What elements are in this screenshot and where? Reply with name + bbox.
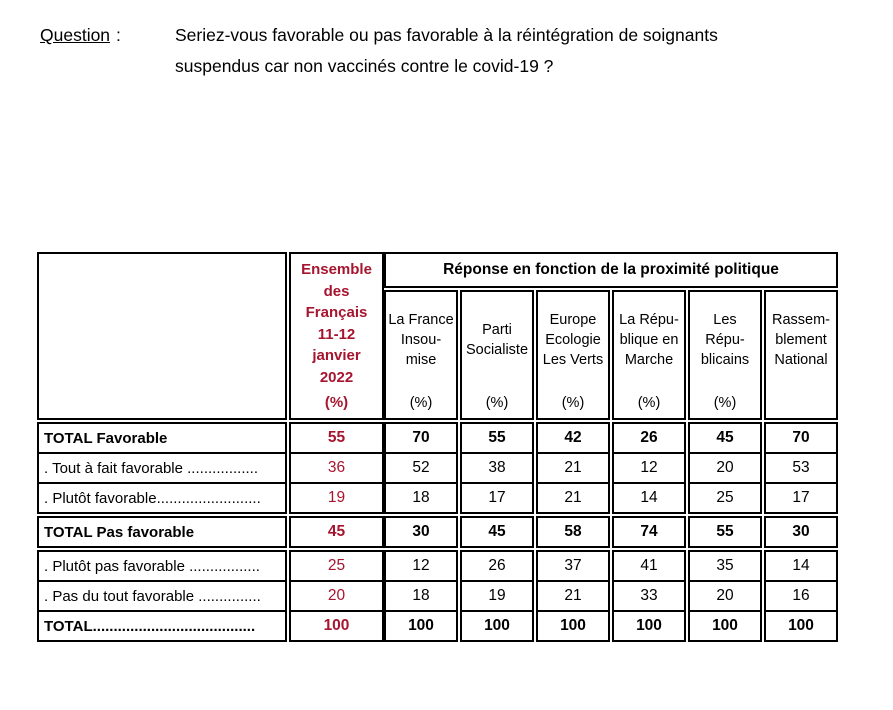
party-name-line: Marche	[624, 352, 674, 368]
party-value: 100	[788, 617, 814, 634]
party-value: 16	[766, 582, 836, 612]
party-value: 55	[716, 523, 734, 540]
party-value: 100	[408, 617, 434, 634]
ensemble-header-line: Français	[305, 304, 368, 321]
party-name-line: Les	[713, 312, 737, 328]
party-favorable-group	[688, 422, 762, 514]
party-column-rn	[764, 290, 838, 642]
party-name	[690, 292, 760, 388]
party-value: 21	[538, 582, 608, 612]
ensemble-header-cell	[289, 252, 384, 420]
party-value: 70	[386, 424, 456, 454]
party-name-line: La Répu-	[619, 312, 679, 328]
row-label: . Pas du tout favorable ...............	[39, 582, 285, 612]
party-value: 52	[386, 454, 456, 484]
party-column-eelv	[536, 290, 610, 642]
party-bottom-group	[612, 550, 686, 642]
party-bottom-group	[460, 550, 534, 642]
question-block	[40, 20, 718, 82]
party-value: 25	[716, 489, 734, 506]
party-value: 42	[538, 424, 608, 454]
favorable-group-labels	[37, 422, 287, 514]
party-value: 45	[690, 424, 760, 454]
party-value: 17	[792, 489, 810, 506]
party-value: 14	[640, 489, 658, 506]
ensemble-column	[289, 252, 384, 642]
row-label: TOTAL Pas favorable	[44, 523, 195, 541]
party-name-line: National	[774, 352, 828, 368]
party-value: 12	[614, 454, 684, 484]
party-pas-favorable-total	[460, 516, 534, 548]
party-name-line: Ecologie	[545, 332, 601, 348]
bottom-group-labels	[37, 550, 287, 642]
party-value: 26	[462, 552, 532, 582]
ensemble-value: 45	[327, 523, 346, 540]
party-column-lrem	[612, 290, 686, 642]
party-value: 21	[564, 489, 582, 506]
ensemble-header-title	[301, 254, 372, 388]
party-pas-favorable-total	[764, 516, 838, 548]
party-value: 100	[636, 617, 662, 634]
party-name-line: Répu-	[705, 332, 745, 348]
ensemble-header-line: 2022	[319, 368, 354, 386]
party-pas-favorable-total	[536, 516, 610, 548]
party-value: 21	[538, 454, 608, 484]
question-text	[175, 20, 718, 82]
party-value: 74	[640, 523, 658, 540]
row-label: . Tout à fait favorable .................	[39, 454, 285, 484]
percent-unit-label: (%)	[713, 395, 737, 411]
labels-column	[37, 252, 287, 642]
party-value: 100	[712, 617, 738, 634]
party-favorable-group	[536, 422, 610, 514]
question-text-line: Seriez-vous favorable ou pas favorable à la réintégration de soignants	[175, 25, 718, 45]
party-name-line: La France	[388, 312, 454, 328]
percent-unit-label: (%)	[637, 395, 661, 411]
party-value: 41	[614, 552, 684, 582]
row-label: TOTAL Favorable	[39, 424, 285, 454]
party-column-lfi	[384, 290, 458, 642]
percent-unit-label	[766, 388, 836, 418]
row-label: . Plutôt favorable.........................	[44, 489, 261, 507]
party-value: 12	[386, 552, 456, 582]
ensemble-bottom-group	[289, 550, 384, 642]
row-label: . Plutôt pas favorable .................	[39, 552, 285, 582]
party-value: 20	[690, 454, 760, 484]
party-value: 18	[412, 489, 430, 506]
ensemble-value: 55	[291, 424, 382, 454]
party-name-line: blicains	[700, 352, 750, 368]
party-name	[462, 292, 532, 388]
poll-table	[37, 252, 838, 642]
political-block-title: Réponse en fonction de la proximité politique	[384, 252, 838, 288]
percent-unit-label: (%)	[561, 395, 585, 411]
party-pas-favorable-total	[688, 516, 762, 548]
party-name-line: mise	[405, 352, 437, 368]
party-name	[614, 292, 684, 388]
party-columns	[384, 290, 838, 642]
party-value: 37	[538, 552, 608, 582]
party-value: 26	[614, 424, 684, 454]
question-word: Question	[40, 25, 111, 45]
party-header-cell	[612, 290, 686, 420]
party-favorable-group	[764, 422, 838, 514]
party-value: 58	[564, 523, 582, 540]
party-bottom-group	[384, 550, 458, 642]
party-favorable-group	[460, 422, 534, 514]
party-favorable-group	[612, 422, 686, 514]
pas-favorable-total-label	[37, 516, 287, 548]
party-value: 18	[386, 582, 456, 612]
percent-unit-label: (%)	[324, 394, 349, 411]
party-name	[538, 292, 608, 388]
party-header-cell	[536, 290, 610, 420]
percent-unit-label: (%)	[485, 395, 509, 411]
question-label	[40, 20, 175, 51]
party-header-cell	[764, 290, 838, 420]
party-column-ps	[460, 290, 534, 642]
ensemble-header-line: 11-12	[317, 325, 356, 343]
party-value: 100	[484, 617, 510, 634]
ensemble-header-line: des	[323, 282, 350, 300]
party-column-lr	[688, 290, 762, 642]
party-pas-favorable-total	[612, 516, 686, 548]
party-name-line: Insou-	[400, 332, 442, 348]
party-name-line: Rassem-	[771, 312, 830, 328]
ensemble-pas-favorable-total	[289, 516, 384, 548]
party-favorable-group	[384, 422, 458, 514]
party-bottom-group	[764, 550, 838, 642]
row-label: TOTAL.......................................	[44, 617, 256, 635]
ensemble-value: 36	[291, 454, 382, 484]
party-name-line: blique en	[619, 332, 679, 348]
party-name-line: Parti	[482, 322, 512, 338]
party-value: 38	[462, 454, 532, 484]
party-value: 55	[462, 424, 532, 454]
party-bottom-group	[536, 550, 610, 642]
ensemble-favorable-group	[289, 422, 384, 514]
party-value: 35	[690, 552, 760, 582]
party-header-cell	[384, 290, 458, 420]
party-value: 19	[462, 582, 532, 612]
ensemble-value: 25	[291, 552, 382, 582]
party-name-line: blement	[775, 332, 827, 348]
party-name-line: Europe	[549, 312, 597, 328]
party-value: 17	[488, 489, 506, 506]
party-name-line: Les Verts	[542, 352, 604, 368]
ensemble-value: 19	[327, 489, 346, 506]
party-value: 33	[614, 582, 684, 612]
ensemble-value: 100	[323, 617, 350, 634]
party-header-cell	[460, 290, 534, 420]
party-bottom-group	[688, 550, 762, 642]
corner-header-cell	[37, 252, 287, 420]
party-pas-favorable-total	[384, 516, 458, 548]
party-value: 53	[766, 454, 836, 484]
party-value: 20	[690, 582, 760, 612]
political-block	[384, 252, 838, 642]
question-colon: :	[116, 25, 121, 45]
ensemble-header-line: Ensemble	[301, 261, 372, 278]
party-value: 14	[766, 552, 836, 582]
party-header-cell	[688, 290, 762, 420]
party-name	[386, 292, 456, 388]
party-name-line: Socialiste	[465, 342, 529, 358]
party-value: 30	[412, 523, 430, 540]
ensemble-header-line: janvier	[312, 347, 361, 364]
party-value: 70	[766, 424, 836, 454]
percent-unit-label: (%)	[409, 395, 433, 411]
question-text-line: suspendus car non vaccinés contre le covid-19 ?	[175, 56, 554, 76]
party-value: 100	[560, 617, 586, 634]
party-name	[766, 292, 836, 388]
ensemble-value: 20	[291, 582, 382, 612]
party-value: 45	[488, 523, 506, 540]
party-value: 30	[792, 523, 810, 540]
